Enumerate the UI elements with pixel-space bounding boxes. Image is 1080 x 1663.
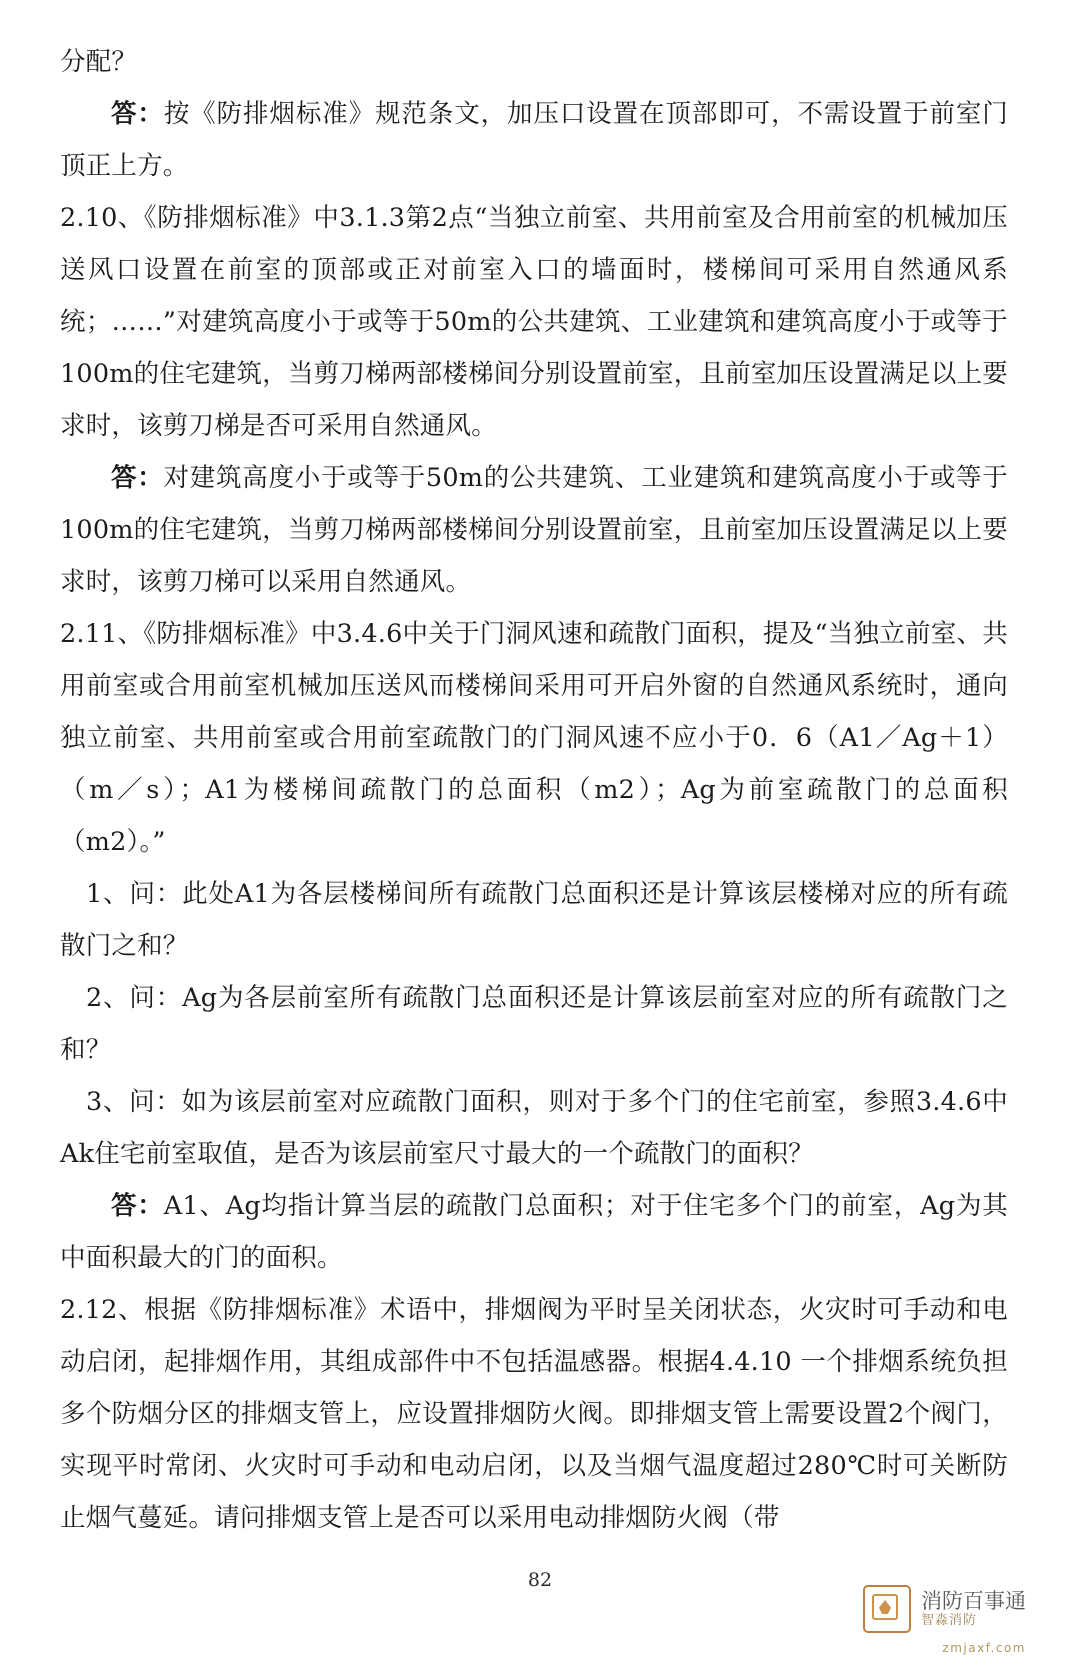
paragraph-4-answer [60, 452, 1008, 608]
watermark-subtitle: 智淼消防 [921, 1612, 978, 1628]
answer-label: 答： [111, 463, 164, 493]
watermark-url: zmjaxf.com [942, 1641, 1026, 1655]
paragraph-8-subquestion-3 [60, 1076, 1008, 1180]
paragraph-6-subquestion-1 [60, 868, 1008, 972]
answer-label: 答： [111, 99, 164, 129]
answer-label: 答： [111, 1191, 164, 1221]
paragraph-10-question-2-12 [60, 1284, 1008, 1544]
paragraph-3-question-2-10 [60, 192, 1008, 452]
document-body [60, 36, 1008, 1544]
watermark [863, 1585, 1026, 1633]
paragraph-text: 2.10、《防排烟标准》中3.1.3第2点“当独立前室、共用前室及合用前室的机械加压送风口设置在前室的顶部或正对前室入口的墙面时，楼梯间可采用自然通风系统；……”对建筑高度小于或等于50m的公共建筑、工业建筑和建筑高度小于或等于100m的住宅建筑，当剪刀梯两部楼梯间分别设置前室，且前室加压设置满足以上要求时，该剪刀梯是否可采用自然通风。 [60, 203, 1008, 441]
watermark-title: 消防百事通 [921, 1589, 1026, 1614]
paragraph-text: 对建筑高度小于或等于50m的公共建筑、工业建筑和建筑高度小于或等于100m的住宅建筑，当剪刀梯两部楼梯间分别设置前室，且前室加压设置满足以上要求时，该剪刀梯可以采用自然通风。 [60, 463, 1009, 597]
paragraph-2-answer [60, 88, 1008, 192]
paragraph-text: 3、问：如为该层前室对应疏散门面积，则对于多个门的住宅前室，参照3.4.6中Ak住宅前室取值，是否为该层前室尺寸最大的一个疏散门的面积？ [60, 1087, 1008, 1169]
paragraph-text: 2.11、《防排烟标准》中3.4.6中关于门洞风速和疏散门面积，提及“当独立前室、共用前室或合用前室机械加压送风而楼梯间采用可开启外窗的自然通风系统时，通向独立前室、共用前室或合用前室疏散门的门洞风速不应小于0．6（A1／Ag＋1）（m／s）；A1为楼梯间疏散门的总面积（m2）；Ag为前室疏散门的总面积（m2）。” [60, 619, 1008, 857]
paragraph-text: 2、问：Ag为各层前室所有疏散门总面积还是计算该层前室对应的所有疏散门之和？ [60, 983, 1008, 1065]
paragraph-text: 分配？ [60, 47, 138, 77]
watermark-texts [921, 1589, 1026, 1628]
paragraph-text: 2.12、根据《防排烟标准》术语中，排烟阀为平时呈关闭状态，火灾时可手动和电动启闭，起排烟作用，其组成部件中不包括温感器。根据4.4.10 一个排烟系统负担多个防烟分区的排烟支管上，应设置排烟防火阀。即排烟支管上需要设置2个阀门，实现平时常闭、火灾时可手动和电动启闭，以及当烟气温度超过280℃时可关断防止烟气蔓延。请问排烟支管上是否可以采用电动排烟防火阀（带 [60, 1295, 1008, 1533]
paragraph-text: A1、Ag均指计算当层的疏散门总面积；对于住宅多个门的前室，Ag为其中面积最大的门的面积。 [60, 1191, 1009, 1273]
paragraph-5-question-2-11 [60, 608, 1008, 868]
paragraph-7-subquestion-2 [60, 972, 1008, 1076]
flame-badge-icon [863, 1585, 911, 1633]
page-number: 82 [527, 1569, 553, 1591]
paragraph-text: 按《防排烟标准》规范条文，加压口设置在顶部即可，不需设置于前室门顶正上方。 [60, 99, 1008, 181]
paragraph-9-answer [60, 1180, 1008, 1284]
paragraph-1 [60, 36, 1008, 88]
paragraph-text: 1、问：此处A1为各层楼梯间所有疏散门总面积还是计算该层楼梯对应的所有疏散门之和？ [60, 879, 1008, 961]
